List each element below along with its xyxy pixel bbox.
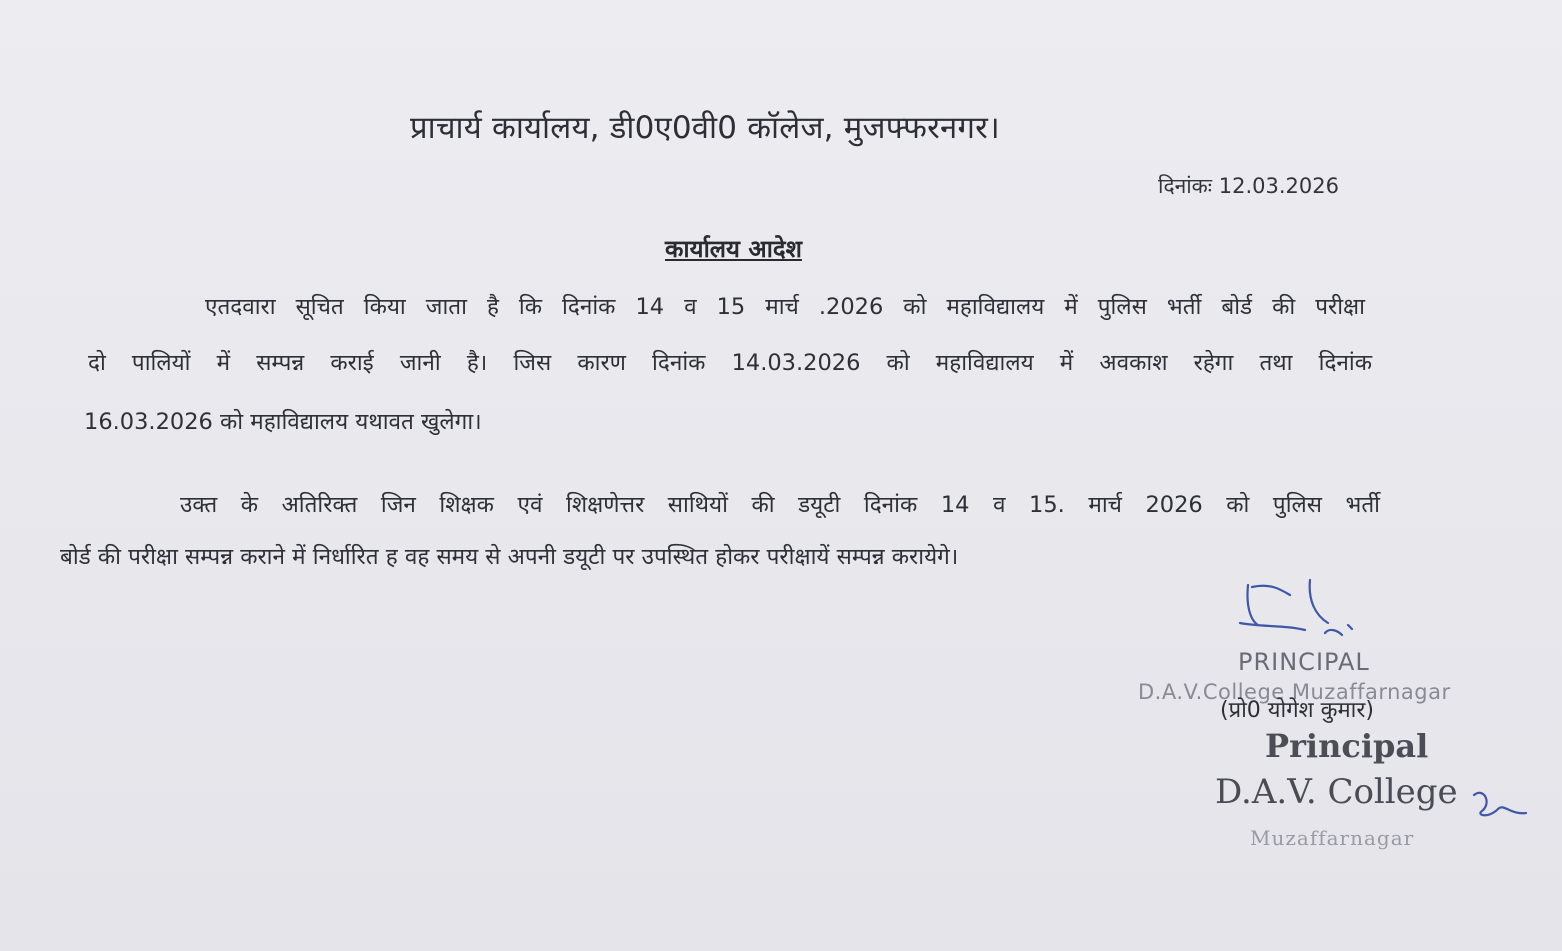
handwritten-signature [1230,575,1370,645]
order-date: दिनांकः 12.03.2026 [1158,174,1339,198]
paragraph1-line1: एतदवारा सूचित किया जाता है कि दिनांक 14 व 15 मार्च .2026 को महाविद्यालय में पुलिस भर्ती बोर्ड की परीक्षा [205,294,1365,320]
office-header: प्राचार्य कार्यालय, डी0ए0वी0 कॉलेज, मुजफ्फरनगर। [410,110,1000,146]
signatory-name: (प्रो0 योगेश कुमार) [1220,698,1374,723]
paragraph1-line2: दो पालियों में सम्पन्न कराई जानी है। जिस कारण दिनांक 14.03.2026 को महाविद्यालय में अवकाश रहेगा तथा दिनांक [88,350,1372,376]
paragraph2-line2: बोर्ड की परीक्षा सम्पन्न कराने में निर्धारित ह वह समय से अपनी डयूटी पर उपस्थित होकर परीक्षायें सम्पन्न करायेगे। [60,544,959,570]
seal-city: Muzaffarnagar [1250,826,1415,850]
order-title: कार्यालय आदेश [665,235,802,263]
paragraph1-line3: 16.03.2026 को महाविद्यालय यथावत खुलेगा। [84,409,482,435]
seal-designation: Principal [1265,727,1429,765]
stamp-principal: PRINCIPAL [1238,648,1370,676]
seal-college: D.A.V. College [1215,772,1458,812]
stamp-college: D.A.V.College Muzaffarnagar [1138,680,1451,704]
paragraph2-line1: उक्त के अतिरिक्त जिन शिक्षक एवं शिक्षणेत्तर साथियों की डयूटी दिनांक 14 व 15. मार्च 2026 को पुलिस भर्ती [180,492,1380,518]
ink-scribble [1470,785,1530,825]
